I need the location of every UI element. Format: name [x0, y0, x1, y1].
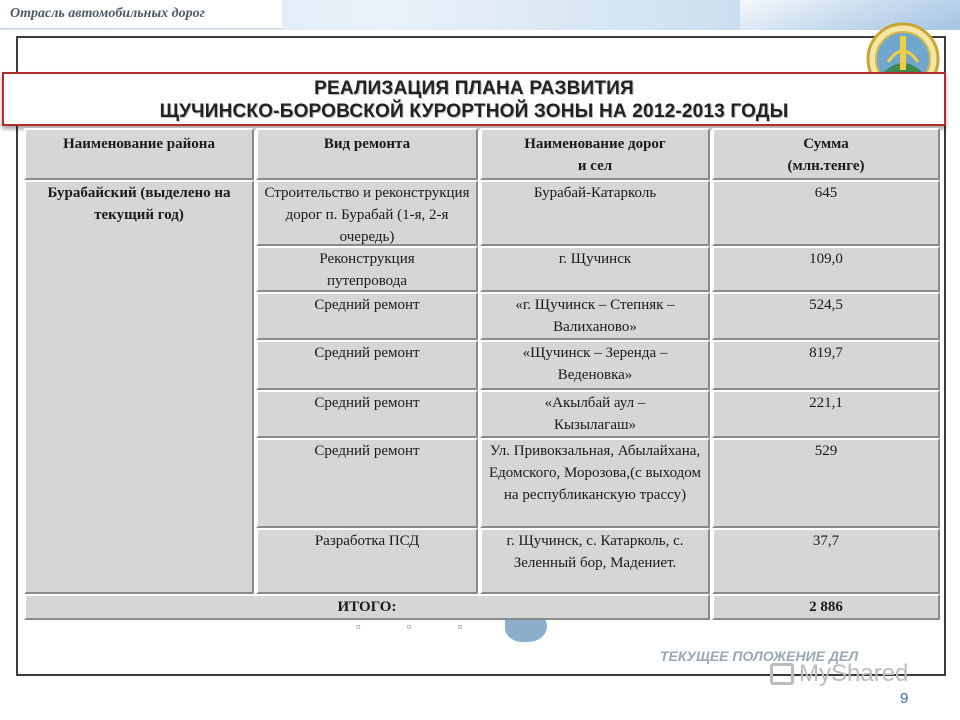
- header-road: Наименование дорог и сел: [480, 128, 710, 180]
- district-cell: Бурабайский (выделено на текущий год): [24, 180, 254, 594]
- map-marks: ¤ ¤ ¤: [356, 622, 484, 632]
- total-value: 2 886: [712, 594, 940, 620]
- sector-label: Отрасль автомобильных дорог: [10, 6, 205, 21]
- road-cell: г. Щучинск: [480, 246, 710, 292]
- watermark: [770, 660, 908, 688]
- road-cell: «Щучинск – Зеренда – Веденовка»: [480, 340, 710, 390]
- watermark-text: MyShared: [799, 660, 909, 687]
- repair-type-cell: Реконструкция путепровода: [256, 246, 478, 292]
- amount-cell: 221,1: [712, 390, 940, 438]
- banner-title-line-1: РЕАЛИЗАЦИЯ ПЛАНА РАЗВИТИЯ: [314, 78, 634, 99]
- footer-caption: ТЕКУЩЕЕ ПОЛОЖЕНИЕ ДЕЛ: [660, 648, 859, 664]
- page-number: 9: [900, 690, 909, 707]
- table-header-row: [24, 128, 940, 180]
- road-cell: Ул. Привокзальная, Абылайхана, Едомского, Морозова,(с выходом на республиканскую трассу): [480, 438, 710, 528]
- watermark-logo-icon: [770, 663, 794, 685]
- amount-cell: 109,0: [712, 246, 940, 292]
- title-banner: [2, 72, 946, 126]
- table-row: [24, 340, 940, 390]
- table-row: [24, 438, 940, 528]
- table-total-row: [24, 594, 940, 620]
- road-cell: «Акылбай аул – Кызылагаш»: [480, 390, 710, 438]
- table-row: [24, 528, 940, 594]
- repair-type-cell: Разработка ПСД: [256, 528, 478, 594]
- table-row: [24, 246, 940, 292]
- table-row: [24, 292, 940, 340]
- road-cell: Бурабай-Катарколь: [480, 180, 710, 246]
- amount-cell: 524,5: [712, 292, 940, 340]
- amount-cell: 529: [712, 438, 940, 528]
- header-district: Наименование района: [24, 128, 254, 180]
- amount-cell: 645: [712, 180, 940, 246]
- road-cell: «г. Щучинск – Степняк – Валиханово»: [480, 292, 710, 340]
- repair-type-cell: Средний ремонт: [256, 438, 478, 528]
- table-row: [24, 390, 940, 438]
- banner-title-line-2: ЩУЧИНСКО-БОРОВСКОЙ КУРОРТНОЙ ЗОНЫ НА 2012-2013 ГОДЫ: [159, 101, 789, 122]
- header-amount: Сумма (млн.тенге): [712, 128, 940, 180]
- repair-type-cell: Строительство и реконструкция дорог п. Бурабай (1-я, 2-я очередь): [256, 180, 478, 246]
- amount-cell: 37,7: [712, 528, 940, 594]
- repair-type-cell: Средний ремонт: [256, 340, 478, 390]
- repair-type-cell: Средний ремонт: [256, 292, 478, 340]
- header-repair-type: Вид ремонта: [256, 128, 478, 180]
- sector-tab: [0, 0, 282, 29]
- total-label: ИТОГО:: [24, 594, 710, 620]
- table-row: [24, 180, 940, 246]
- road-cell: г. Щучинск, с. Катарколь, с. Зеленный бор, Мадениет.: [480, 528, 710, 594]
- amount-cell: 819,7: [712, 340, 940, 390]
- repair-type-cell: Средний ремонт: [256, 390, 478, 438]
